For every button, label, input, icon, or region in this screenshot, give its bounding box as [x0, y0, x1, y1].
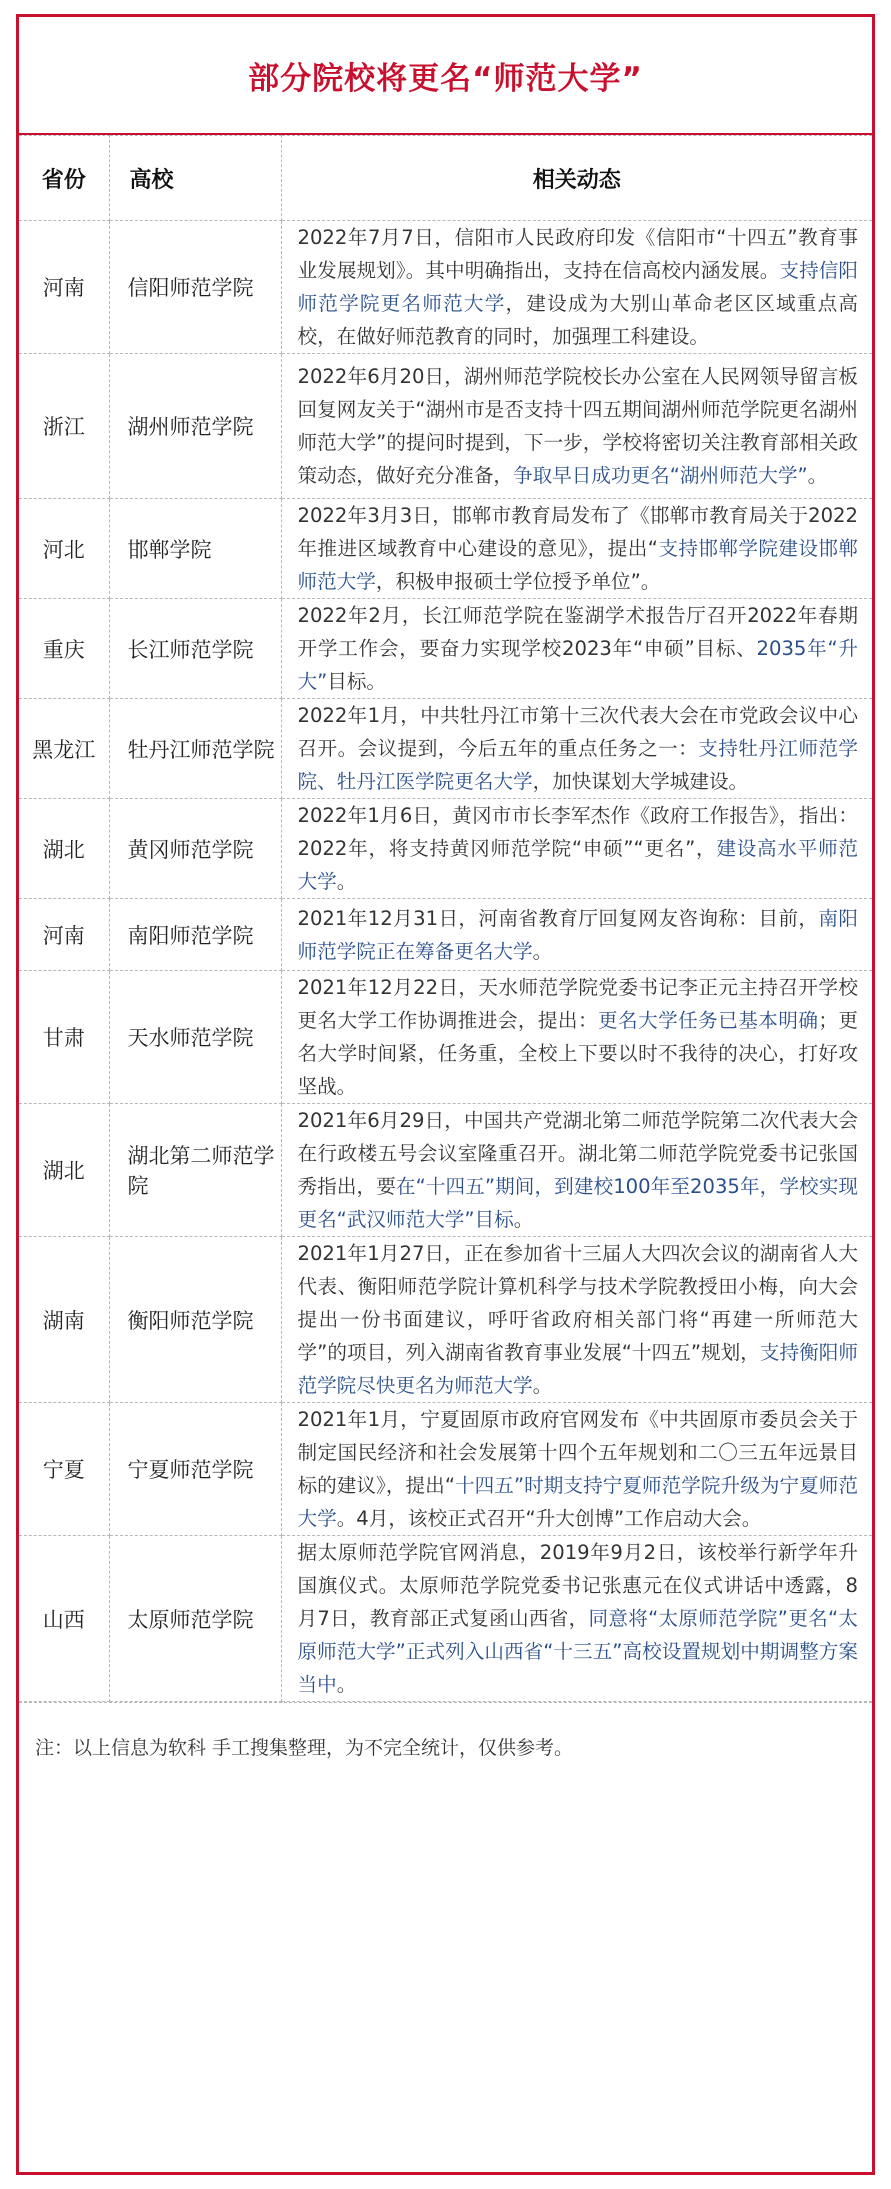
renaming-table: [19, 135, 872, 1702]
news-cell: [281, 1104, 872, 1237]
highlighted-text: 支持信阳师范学院更名师范大学: [297, 259, 859, 315]
news-text: 。: [336, 1673, 357, 1696]
news-cell: [281, 221, 872, 354]
footnote: 注：以上信息为软科 手工搜集整理，为不完全统计，仅供参考。: [19, 1702, 872, 1789]
school-cell: 信阳师范学院: [109, 221, 281, 354]
highlighted-text: 建设高水平师范大学: [297, 837, 859, 893]
news-text: ，建设成为大别山革命老区区域重点高校，在做好师范教育的同时，加强理工科建设。: [297, 292, 859, 348]
table-row: [19, 221, 872, 354]
province-cell: 黑龙江: [19, 699, 109, 799]
header-province: 省份: [19, 136, 109, 221]
highlighted-text: 在“十四五”期间，到建校100年至2035年，学校实现更名“武汉师范大学”目标: [297, 1175, 858, 1231]
school-cell: 南阳师范学院: [109, 899, 281, 971]
news-text: ；更名大学时间紧，任务重，全校上下要以时不我待的决心，打好攻坚战。: [297, 1009, 859, 1098]
table-row: [19, 699, 872, 799]
school-cell: 长江师范学院: [109, 599, 281, 699]
news-text: 2021年1月27日，正在参加省十三届人大四次会议的湖南省人大代表、衡阳师范学院计算机科学与技术学院教授田小梅，向大会提出一份书面建议，呼吁省政府相关部门将“再建一所师范大学”的项目，列入湖南省教育事业发展“十四五”规划，: [297, 1242, 858, 1364]
table-row: [19, 799, 872, 899]
school-cell: 湖州师范学院: [109, 354, 281, 499]
highlighted-text: 同意将“太原师范学院”更名“太原师范大学”正式列入山西省“十三五”高校设置规划中期调整方案当中: [297, 1607, 859, 1696]
news-text: 2022年6月20日，湖州师范学院校长办公室在人民网领导留言板回复网友关于“湖州市是否支持十四五期间湖州师范学院更名湖州师范大学”的提问时提到，下一步，学校将密切关注教育部相关政策动态，做好充分准备，: [297, 365, 858, 487]
news-text: 。: [807, 464, 828, 487]
news-cell: [281, 699, 872, 799]
highlighted-text: 2035年“升大”: [297, 637, 858, 693]
province-cell: 宁夏: [19, 1403, 109, 1536]
news-text: 2021年6月29日，中国共产党湖北第二师范学院第二次代表大会在行政楼五号会议室隆重召开。湖北第二师范学院党委书记张国秀指出，要: [297, 1109, 858, 1198]
news-text: 。: [513, 1208, 534, 1231]
news-cell: [281, 1536, 872, 1702]
news-cell: [281, 599, 872, 699]
highlighted-text: 支持牡丹江师范学院、牡丹江医学院更名大学: [297, 737, 859, 793]
table-row: [19, 1104, 872, 1237]
news-cell: [281, 499, 872, 599]
news-text: 。4月，该校正式召开“升大创博”工作启动大会。: [336, 1507, 762, 1530]
table-row: [19, 1536, 872, 1702]
table-row: [19, 1403, 872, 1536]
province-cell: 湖南: [19, 1237, 109, 1403]
table-row: [19, 1237, 872, 1403]
highlighted-text: 南阳师范学院正在筹备更名大学: [297, 906, 858, 963]
province-cell: 湖北: [19, 799, 109, 899]
news-text: 2022年3月3日，邯郸市教育局发布了《邯郸市教育局关于2022年推进区域教育中心建设的意见》，提出“: [297, 504, 858, 560]
highlighted-text: 支持邯郸学院建设邯郸师范大学: [297, 537, 859, 593]
school-cell: 天水师范学院: [109, 971, 281, 1104]
news-text: 2021年12月31日，河南省教育厅回复网友咨询称：目前，: [297, 906, 819, 930]
table-row: [19, 899, 872, 971]
province-cell: 山西: [19, 1536, 109, 1702]
table-row: [19, 971, 872, 1104]
school-cell: 黄冈师范学院: [109, 799, 281, 899]
news-text: 。: [336, 870, 357, 893]
school-cell: 湖北第二师范学院: [109, 1104, 281, 1237]
news-text: 。: [532, 1374, 553, 1397]
news-cell: [281, 971, 872, 1104]
news-cell: [281, 354, 872, 499]
news-text: 2022年1月6日，黄冈市市长李军杰作《政府工作报告》，指出：2022年，将支持黄冈师范学院“申硕”“更名”，: [297, 804, 858, 860]
page-title: 部分院校将更名“师范大学”: [19, 17, 872, 135]
school-cell: 宁夏师范学院: [109, 1403, 281, 1536]
news-text: 2021年12月22日，天水师范学院党委书记李正元主持召开学校更名大学工作协调推进会，提出：: [297, 976, 858, 1032]
header-school: 高校: [109, 136, 281, 221]
province-cell: 重庆: [19, 599, 109, 699]
news-cell: [281, 1237, 872, 1403]
news-cell: [281, 799, 872, 899]
news-text: 据太原师范学院官网消息，2019年9月2日，该校举行新学年升国旗仪式。太原师范学院党委书记张惠元在仪式讲话中透露，8月7日，教育部正式复函山西省，: [297, 1541, 858, 1630]
province-cell: 湖北: [19, 1104, 109, 1237]
news-text: ，积极申报硕士学位授予单位”。: [375, 570, 661, 593]
school-cell: 牡丹江师范学院: [109, 699, 281, 799]
news-text: 2022年7月7日，信阳市人民政府印发《信阳市“十四五”教育事业发展规划》。其中明确指出，支持在信高校内涵发展。: [297, 226, 858, 282]
province-cell: 河南: [19, 899, 109, 971]
news-text: 2021年1月，宁夏固原市政府官网发布《中共固原市委员会关于制定国民经济和社会发展第十四个五年规划和二〇三五年远景目标的建议》，提出“: [297, 1408, 858, 1497]
table-body: [19, 221, 872, 1702]
news-text: ，加快谋划大学城建设。: [532, 770, 749, 793]
article-table-frame: [16, 14, 875, 2175]
table-row: [19, 499, 872, 599]
highlighted-text: 争取早日成功更名“湖州师范大学”: [513, 464, 808, 487]
school-cell: 衡阳师范学院: [109, 1237, 281, 1403]
news-cell: [281, 1403, 872, 1536]
highlighted-text: 支持衡阳师范学院尽快更名为师范大学: [297, 1341, 858, 1397]
news-text: 2022年1月，中共牡丹江市第十三次代表大会在市党政会议中心召开。会议提到，今后五年的重点任务之一：: [297, 704, 858, 760]
news-text: 目标。: [327, 670, 387, 693]
header-news: 相关动态: [281, 136, 872, 221]
province-cell: 河北: [19, 499, 109, 599]
news-text: 2022年2月，长江师范学院在鉴湖学术报告厅召开2022年春期开学工作会，要奋力实现学校2023年“申硕”目标、: [297, 604, 858, 660]
highlighted-text: 十四五”时期支持宁夏师范学院升级为宁夏师范大学: [297, 1474, 858, 1530]
province-cell: 河南: [19, 221, 109, 354]
highlighted-text: 更名大学任务已基本明确: [598, 1009, 819, 1032]
news-text: 。: [532, 939, 553, 963]
province-cell: 浙江: [19, 354, 109, 499]
school-cell: 太原师范学院: [109, 1536, 281, 1702]
news-cell: [281, 899, 872, 971]
province-cell: 甘肃: [19, 971, 109, 1104]
table-header-row: [19, 136, 872, 221]
table-row: [19, 354, 872, 499]
table-row: [19, 599, 872, 699]
school-cell: 邯郸学院: [109, 499, 281, 599]
